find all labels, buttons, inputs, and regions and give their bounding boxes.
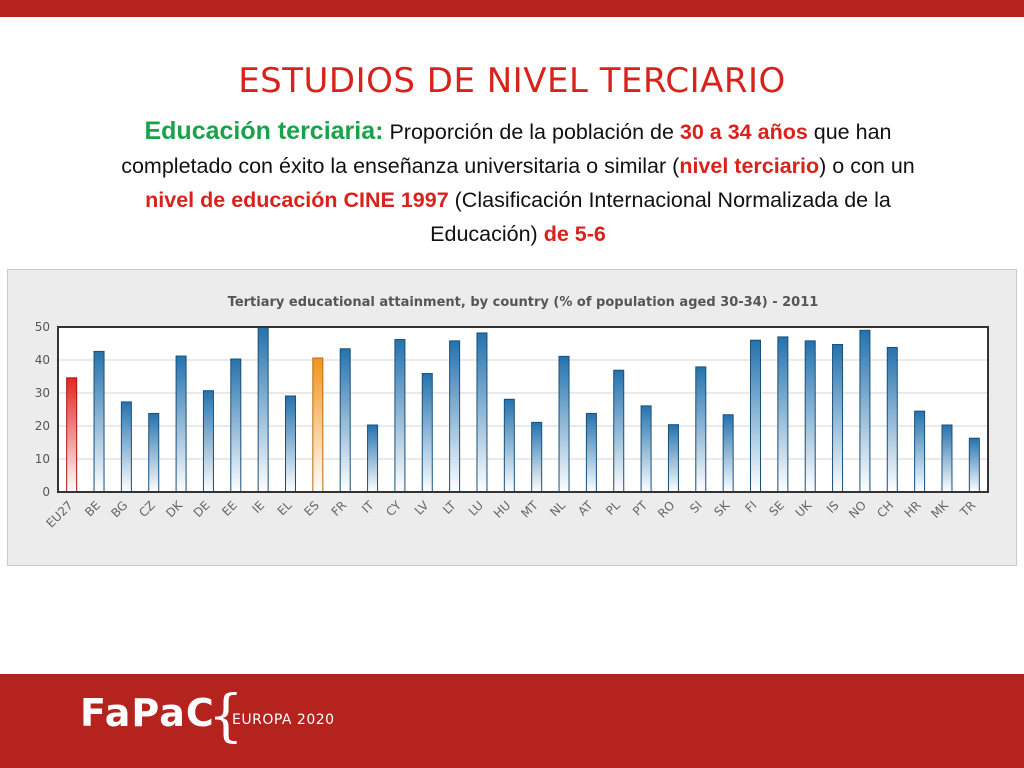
description-highlight-age: 30 a 34 años: [679, 120, 808, 144]
x-tick-label-CH: CH: [874, 498, 897, 521]
x-tick-label-AT: AT: [575, 498, 596, 519]
x-tick-label-LV: LV: [411, 498, 432, 518]
description-text-4: (Clasificación Internacional Normalizada de la Educación): [430, 188, 891, 246]
bar-IE: [258, 327, 268, 492]
bar-RO: [668, 425, 678, 492]
x-tick-label-IS: IS: [823, 498, 842, 517]
x-tick-label-FR: FR: [328, 498, 350, 519]
description-text-1: Proporción de la población de: [383, 120, 680, 144]
bar-IT: [368, 425, 378, 492]
bar-MK: [942, 425, 952, 492]
x-tick-label-BG: BG: [108, 498, 131, 521]
bar-NL: [559, 356, 569, 492]
description-highlight-level: nivel terciario: [679, 154, 820, 178]
bar-EE: [231, 359, 241, 492]
chart-title: Tertiary educational attainment, by country (% of population aged 30-34) - 2011: [227, 295, 819, 310]
y-tick-label: 40: [34, 353, 50, 367]
bar-TR: [969, 438, 979, 492]
description-text-2: que han completado con éxito la enseñanza universitaria o similar (: [121, 120, 892, 178]
bar-SI: [696, 367, 706, 492]
bar-LT: [450, 341, 460, 492]
bar-SK: [723, 415, 733, 492]
bar-BG: [121, 402, 131, 492]
x-tick-label-BE: BE: [82, 498, 104, 520]
x-tick-label-SI: SI: [687, 498, 705, 517]
bar-CY: [395, 340, 405, 492]
x-tick-label-LT: LT: [440, 498, 459, 517]
x-tick-label-HR: HR: [901, 498, 924, 521]
x-tick-label-MT: MT: [518, 498, 541, 521]
bar-DK: [176, 356, 186, 492]
bar-CH: [887, 347, 897, 492]
x-tick-label-FI: FI: [742, 498, 760, 516]
x-tick-label-UK: UK: [792, 498, 815, 520]
y-tick-label: 10: [34, 452, 50, 466]
bar-FR: [340, 349, 350, 492]
bar-chart: [8, 270, 1016, 565]
bar-NO: [860, 330, 870, 492]
bar-EL: [286, 396, 296, 492]
description-highlight-range: de 5-6: [543, 222, 606, 246]
x-tick-label-HU: HU: [490, 498, 514, 521]
chart-panel: [7, 269, 1017, 566]
x-tick-label-PL: PL: [603, 498, 623, 518]
bar-UK: [805, 341, 815, 492]
europa-2020-label: EUROPA 2020: [232, 712, 335, 728]
x-tick-label-NL: NL: [547, 498, 569, 520]
bar-PT: [641, 406, 651, 492]
bar-LV: [422, 374, 432, 492]
x-tick-label-EU27: EU27: [43, 498, 76, 531]
x-tick-label-IT: IT: [359, 498, 377, 516]
description-text-3: ) o con un: [819, 154, 915, 178]
x-tick-label-MK: MK: [928, 498, 952, 522]
y-tick-label: 0: [42, 485, 50, 499]
bar-AT: [586, 413, 596, 492]
bar-HU: [504, 399, 514, 492]
x-tick-label-SE: SE: [766, 498, 787, 519]
x-tick-label-PT: PT: [630, 498, 651, 519]
x-tick-label-ES: ES: [301, 498, 322, 519]
page-title: ESTUDIOS DE NIVEL TERCIARIO: [238, 61, 786, 101]
x-tick-label-CY: CY: [383, 498, 405, 520]
bar-SE: [778, 337, 788, 492]
plot-area: [58, 327, 988, 492]
x-tick-label-DE: DE: [190, 498, 213, 521]
y-tick-label: 50: [34, 320, 50, 334]
x-tick-label-RO: RO: [655, 498, 678, 521]
bar-EU27: [67, 378, 77, 492]
x-tick-label-CZ: CZ: [136, 498, 158, 520]
description-lead: Educación terciaria:: [144, 117, 384, 145]
x-tick-label-SK: SK: [711, 498, 733, 520]
x-tick-label-IE: IE: [249, 498, 268, 516]
description-highlight-cine: nivel de educación CINE 1997: [145, 188, 449, 212]
x-tick-label-EE: EE: [219, 498, 240, 519]
top-accent-bar: [0, 0, 1024, 17]
bar-LU: [477, 333, 487, 492]
x-tick-label-LU: LU: [465, 498, 487, 519]
footer-bar: [0, 674, 1024, 768]
y-tick-label: 20: [34, 419, 50, 433]
bar-MT: [532, 422, 542, 492]
logo-brace: {: [208, 684, 244, 749]
bar-IS: [833, 344, 843, 492]
x-tick-label-TR: TR: [957, 498, 979, 520]
x-tick-label-EL: EL: [274, 498, 295, 519]
fapac-logo: FaPaC: [80, 691, 215, 735]
y-tick-label: 30: [34, 386, 50, 400]
bar-CZ: [149, 413, 159, 492]
x-tick-label-DK: DK: [163, 498, 186, 521]
bar-DE: [203, 391, 213, 492]
x-tick-label-NO: NO: [846, 498, 870, 522]
bar-ES: [313, 358, 323, 492]
bar-BE: [94, 351, 104, 492]
bar-PL: [614, 370, 624, 492]
bar-FI: [751, 340, 761, 492]
bar-HR: [915, 411, 925, 492]
description-text: [98, 114, 938, 251]
